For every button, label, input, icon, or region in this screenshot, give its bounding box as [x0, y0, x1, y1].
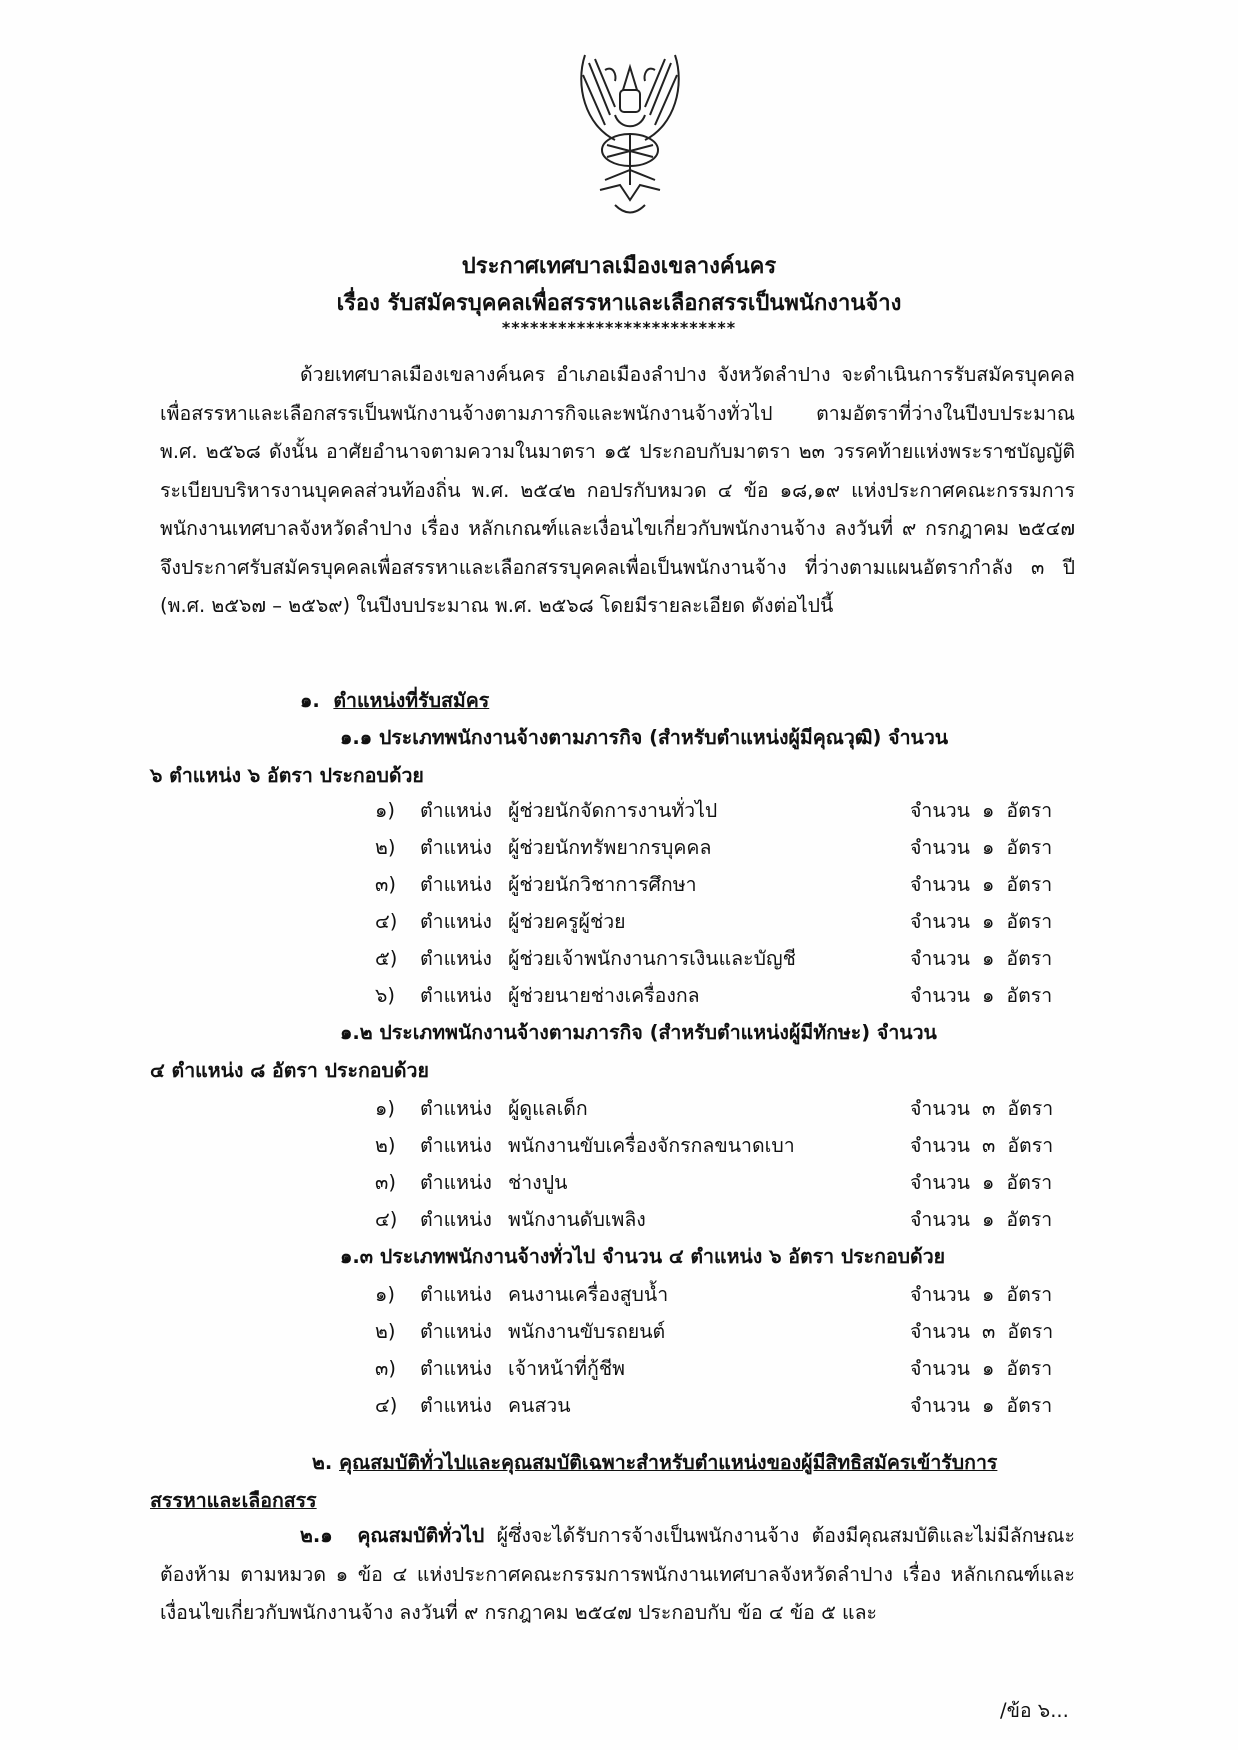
qty-unit: อัตรา	[1006, 947, 1053, 970]
qty-value: ๑	[982, 1357, 995, 1380]
qty-label: จำนวน	[910, 984, 970, 1007]
qty-value: ๓	[982, 1320, 996, 1343]
section1-title: ตำแหน่งที่รับสมัคร	[333, 689, 490, 712]
group2-heading-line2: ๔ ตำแหน่ง ๘ อัตรา ประกอบด้วย	[150, 1059, 429, 1082]
position-name: เจ้าหน้าที่กู้ชีพ	[508, 1357, 625, 1380]
item-number: ๓)	[375, 1171, 396, 1194]
position-name: คนงานเครื่องสูบน้ำ	[508, 1283, 669, 1306]
qty-value: ๑	[982, 984, 995, 1007]
section1-number: ๑.	[300, 689, 320, 712]
intro-text: ด้วยเทศบาลเมืองเขลางค์นคร อำเภอเมืองลำปาง จังหวัดลำปาง จะดำเนินการรับสมัครบุคคลเพื่อสรรหาและเลือกสรรเป็นพนักงานจ้างตามภารกิจและพนักงานจ้างทั่วไป ตามอัตราที่ว่างในปีงบประมาณ พ.ศ. ๒๕๖๘ ดังนั้น อาศัยอำนาจตามความในมาตรา ๑๕ ประกอบกับมาตรา ๒๓ วรรคท้ายแห่งพระราชบัญญัติระเบียบบริหารงานบุคคลส่วนท้องถิ่น พ.ศ. ๒๕๔๒ กอปรกับหมวด ๔ ข้อ ๑๘,๑๙ แห่งประกาศคณะกรรมการพนักงานเทศบาลจังหวัดลำปาง เรื่อง หลักเกณฑ์และเงื่อนไขเกี่ยวกับพนักงานจ้าง ลงวันที่ ๙ กรกฎาคม ๒๕๔๗ จึงประกาศรับสมัครบุคคลเพื่อสรรหาและเลือกสรรบุคคลเพื่อเป็นพนักงานจ้าง ที่ว่างตามแผนอัตรากำลัง ๓ ปี (พ.ศ. ๒๕๖๗ – ๒๕๖๙) ในปีงบประมาณ พ.ศ. ๒๕๖๘ โดยมีรายละเอียด ดังต่อไปนี้	[160, 363, 1075, 617]
qty-unit: อัตรา	[1006, 984, 1053, 1007]
position-row	[375, 795, 717, 826]
item-label: ตำแหน่ง	[420, 1357, 492, 1380]
qty-value: ๑	[982, 1171, 995, 1194]
announcement-title: ประกาศเทศบาลเมืองเขลางค์นคร	[461, 254, 777, 279]
announcement-subject: เรื่อง รับสมัครบุคคลเพื่อสรรหาและเลือกสรรเป็นพนักงานจ้าง	[336, 291, 902, 316]
position-row	[375, 1279, 668, 1310]
group1-heading-line1: ๑.๑ ประเภทพนักงานจ้างตามภารกิจ (สำหรับตำแหน่งผู้มีคุณวุฒิ) จำนวน	[340, 726, 949, 749]
item-label: ตำแหน่ง	[420, 1320, 492, 1343]
intro-paragraph	[160, 356, 1075, 626]
section2-title: คุณสมบัติทั่วไปและคุณสมบัติเฉพาะสำหรับตำแหน่งของผู้มีสิทธิสมัครเข้ารับการ	[339, 1451, 998, 1474]
item-label: ตำแหน่ง	[420, 1208, 492, 1231]
item-label: ตำแหน่ง	[420, 910, 492, 933]
position-name: ผู้ช่วยนักจัดการงานทั่วไป	[508, 799, 718, 822]
qty-label: จำนวน	[910, 1283, 970, 1306]
item-number: ๔)	[375, 1394, 398, 1417]
quantity	[910, 1279, 1064, 1310]
item-number: ๔)	[375, 910, 398, 933]
garuda-emblem-icon	[575, 45, 685, 223]
item-number: ๒)	[375, 1320, 396, 1343]
quantity	[910, 1353, 1064, 1384]
quantity	[910, 943, 1064, 974]
section1-heading	[300, 685, 489, 716]
quantity	[910, 832, 1064, 863]
item-label: ตำแหน่ง	[420, 947, 492, 970]
qty-unit: อัตรา	[1006, 1208, 1053, 1231]
qty-unit: อัตรา	[1006, 910, 1053, 933]
position-row	[375, 980, 700, 1011]
qty-label: จำนวน	[910, 910, 970, 933]
position-name: ช่างปูน	[508, 1171, 568, 1194]
item-number: ๒)	[375, 836, 396, 859]
position-name: คนสวน	[508, 1394, 571, 1417]
qty-label: จำนวน	[910, 1320, 970, 1343]
position-row	[375, 906, 626, 937]
position-row	[375, 1130, 795, 1161]
qty-value: ๑	[982, 1283, 995, 1306]
item-number: ๓)	[375, 1357, 396, 1380]
quantity	[910, 1204, 1064, 1235]
qty-label: จำนวน	[910, 1208, 970, 1231]
qty-value: ๑	[982, 947, 995, 970]
qty-unit: อัตรา	[1007, 1134, 1054, 1157]
qty-value: ๑	[982, 1208, 995, 1231]
section2-heading-line1	[312, 1447, 997, 1478]
quantity	[910, 1093, 1065, 1124]
qty-label: จำนวน	[910, 1171, 970, 1194]
position-name: ผู้ช่วยเจ้าพนักงานการเงินและบัญชี	[508, 947, 796, 970]
qty-label: จำนวน	[910, 836, 970, 859]
qty-unit: อัตรา	[1006, 1394, 1053, 1417]
qty-value: ๑	[982, 910, 995, 933]
section2-1-heading: คุณสมบัติทั่วไป	[357, 1524, 485, 1547]
section2-1-number: ๒.๑	[300, 1524, 333, 1547]
item-label: ตำแหน่ง	[420, 1134, 492, 1157]
item-label: ตำแหน่ง	[420, 799, 492, 822]
section2-heading-line2: สรรหาและเลือกสรร	[150, 1489, 317, 1512]
quantity	[910, 795, 1064, 826]
position-row	[375, 869, 697, 900]
qty-value: ๑	[982, 1394, 995, 1417]
position-name: พนักงานดับเพลิง	[508, 1208, 646, 1231]
position-name: ผู้ช่วยนายช่างเครื่องกล	[508, 984, 700, 1007]
qty-unit: อัตรา	[1006, 1283, 1053, 1306]
position-name: ผู้ช่วยครูผู้ช่วย	[508, 910, 626, 933]
qty-unit: อัตรา	[1006, 836, 1053, 859]
item-label: ตำแหน่ง	[420, 1097, 492, 1120]
separator: *************************	[501, 318, 737, 337]
item-number: ๔)	[375, 1208, 398, 1231]
position-row	[375, 1390, 571, 1421]
position-row	[375, 1316, 665, 1347]
item-number: ๑)	[375, 1283, 395, 1306]
qty-value: ๓	[982, 1134, 996, 1157]
position-name: ผู้ดูแลเด็ก	[508, 1097, 588, 1120]
item-number: ๖)	[375, 984, 395, 1007]
item-label: ตำแหน่ง	[420, 1171, 492, 1194]
item-number: ๑)	[375, 799, 395, 822]
item-number: ๑)	[375, 1097, 395, 1120]
group1-heading-line2: ๖ ตำแหน่ง ๖ อัตรา ประกอบด้วย	[150, 764, 424, 787]
qty-label: จำนวน	[910, 1097, 970, 1120]
qty-label: จำนวน	[910, 1394, 970, 1417]
quantity	[910, 869, 1064, 900]
qty-label: จำนวน	[910, 1357, 970, 1380]
qty-label: จำนวน	[910, 947, 970, 970]
qty-label: จำนวน	[910, 873, 970, 896]
quantity	[910, 980, 1064, 1011]
qty-unit: อัตรา	[1007, 1320, 1054, 1343]
position-row	[375, 832, 711, 863]
qty-unit: อัตรา	[1007, 1097, 1054, 1120]
qty-value: ๑	[982, 873, 995, 896]
position-row	[375, 943, 796, 974]
quantity	[910, 1316, 1065, 1347]
qty-value: ๑	[982, 836, 995, 859]
qty-unit: อัตรา	[1006, 1357, 1053, 1380]
item-number: ๓)	[375, 873, 396, 896]
position-name: พนักงานขับเครื่องจักรกลขนาดเบา	[508, 1134, 795, 1157]
continuation-note: /ข้อ ๖...	[1000, 1699, 1069, 1722]
quantity	[910, 906, 1064, 937]
position-row	[375, 1167, 567, 1198]
qty-unit: อัตรา	[1006, 873, 1053, 896]
qty-label: จำนวน	[910, 799, 970, 822]
group2-heading-line1: ๑.๒ ประเภทพนักงานจ้างตามภารกิจ (สำหรับตำแหน่งผู้มีทักษะ) จำนวน	[340, 1021, 937, 1044]
quantity	[910, 1390, 1064, 1421]
section2-number: ๒.	[312, 1451, 333, 1474]
item-label: ตำแหน่ง	[420, 984, 492, 1007]
position-row	[375, 1353, 625, 1384]
quantity	[910, 1130, 1065, 1161]
qty-unit: อัตรา	[1006, 799, 1053, 822]
section2-1-text: ผู้ซึ่งจะได้รับการจ้างเป็นพนักงานจ้าง ต้องมีคุณสมบัติและไม่มีลักษณะต้องห้าม ตามหมวด ๑ ข้อ ๔ แห่งประกาศคณะกรรมการพนักงานเทศบาลจังหวัดลำปาง เรื่อง หลักเกณฑ์และเงื่อนไขเกี่ยวกับพนักงานจ้าง ลงวันที่ ๙ กรกฎาคม ๒๕๔๗ ประกอบกับ ข้อ ๔ ข้อ ๕ และ	[160, 1524, 1075, 1624]
qty-value: ๑	[982, 799, 995, 822]
item-label: ตำแหน่ง	[420, 1283, 492, 1306]
qty-value: ๓	[982, 1097, 996, 1120]
qty-unit: อัตรา	[1006, 1171, 1053, 1194]
position-row	[375, 1204, 646, 1235]
group3-heading: ๑.๓ ประเภทพนักงานจ้างทั่วไป จำนวน ๔ ตำแหน่ง ๖ อัตรา ประกอบด้วย	[340, 1245, 946, 1268]
quantity	[910, 1167, 1064, 1198]
item-label: ตำแหน่ง	[420, 836, 492, 859]
item-number: ๒)	[375, 1134, 396, 1157]
item-label: ตำแหน่ง	[420, 873, 492, 896]
section2-1-paragraph	[160, 1517, 1075, 1633]
qty-label: จำนวน	[910, 1134, 970, 1157]
item-label: ตำแหน่ง	[420, 1394, 492, 1417]
item-number: ๕)	[375, 947, 398, 970]
position-name: พนักงานขับรถยนต์	[508, 1320, 666, 1343]
position-name: ผู้ช่วยนักทรัพยากรบุคคล	[508, 836, 712, 859]
position-row	[375, 1093, 588, 1124]
position-name: ผู้ช่วยนักวิชาการศึกษา	[508, 873, 697, 896]
